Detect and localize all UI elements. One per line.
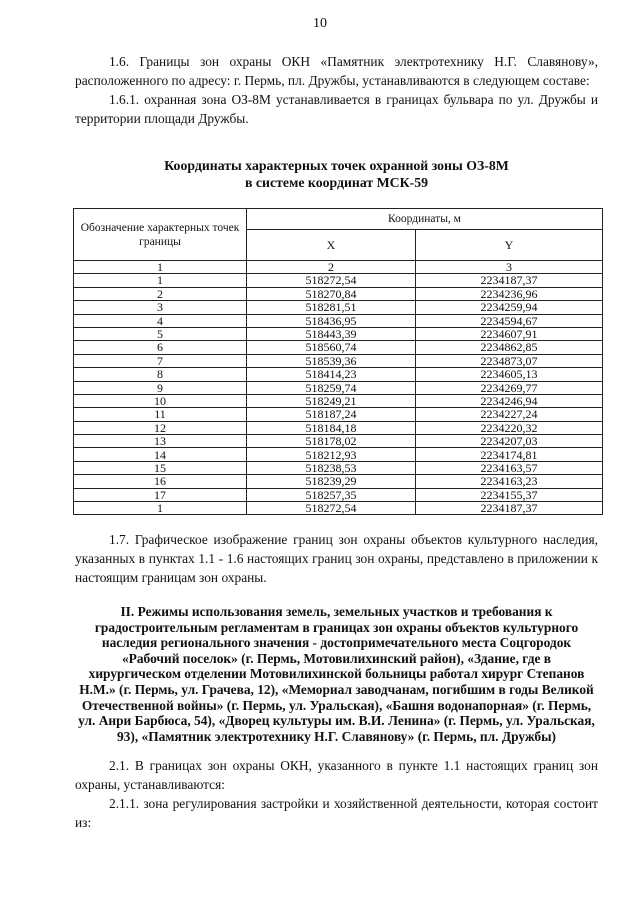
intro-section (75, 52, 598, 128)
y-cell: 2234862,85 (415, 341, 602, 354)
page-number: 10 (313, 16, 327, 31)
y-cell: 2234187,37 (415, 274, 602, 287)
table-title-line-2: в системе координат МСК-59 (244, 175, 429, 190)
point-cell: 1 (74, 502, 247, 515)
x-cell: 518281,51 (247, 301, 416, 314)
y-cell: 2234220,32 (415, 421, 602, 434)
paragraph-1-6-1: 1.6.1. охранная зона ОЗ-8М устанавливается в границах бульвара по ул. Дружбы и территории площади Дружбы. (75, 92, 598, 126)
paragraph-1-7-block (75, 530, 598, 587)
paragraph-1-6: 1.6. Границы зон охраны ОКН «Памятник электротехнику Н.Г. Славянову», расположенного по адресу: г. Пермь, пл. Дружбы, устанавливаются в следующем составе: (75, 54, 598, 88)
table-row (74, 354, 603, 367)
x-cell: 518539,36 (247, 354, 416, 367)
x-cell: 518443,39 (247, 327, 416, 340)
table-row (74, 448, 603, 461)
x-cell: 518212,93 (247, 448, 416, 461)
header-coordinates: Координаты, м (247, 209, 603, 230)
y-cell: 2234187,37 (415, 502, 602, 515)
y-cell: 2234155,37 (415, 488, 602, 501)
point-cell: 16 (74, 475, 247, 488)
table-row (74, 421, 603, 434)
table-row (74, 301, 603, 314)
point-cell: 9 (74, 381, 247, 394)
point-cell: 4 (74, 314, 247, 327)
table-row (74, 408, 603, 421)
x-cell: 518272,54 (247, 274, 416, 287)
y-cell: 2234227,24 (415, 408, 602, 421)
y-cell: 2234594,67 (415, 314, 602, 327)
coordinates-table (73, 208, 603, 515)
table-row (74, 394, 603, 407)
y-cell: 2234873,07 (415, 354, 602, 367)
table-row (74, 488, 603, 501)
point-cell: 15 (74, 461, 247, 474)
x-cell: 518270,84 (247, 287, 416, 300)
point-cell: 7 (74, 354, 247, 367)
table-title (75, 157, 598, 191)
x-cell: 518414,23 (247, 368, 416, 381)
header-point-label: Обозначение характерных точек границы (74, 209, 247, 261)
table-row (74, 274, 603, 287)
y-cell: 2234246,94 (415, 394, 602, 407)
point-cell: 13 (74, 435, 247, 448)
paragraph-2-1-1: 2.1.1. зона регулирования застройки и хозяйственной деятельности, которая состоит из: (75, 796, 598, 830)
table-row (74, 314, 603, 327)
x-cell: 518259,74 (247, 381, 416, 394)
table-row (74, 368, 603, 381)
paragraph-2-1: 2.1. В границах зон охраны ОКН, указанного в пункте 1.1 настоящих границ зон охраны, устанавливаются: (75, 758, 598, 792)
x-cell: 518239,29 (247, 475, 416, 488)
y-cell: 2234207,03 (415, 435, 602, 448)
y-cell: 2234259,94 (415, 301, 602, 314)
y-cell: 2234163,57 (415, 461, 602, 474)
y-cell: 2234163,23 (415, 475, 602, 488)
table-row (74, 435, 603, 448)
point-cell: 3 (74, 301, 247, 314)
table-row (74, 341, 603, 354)
point-cell: 17 (74, 488, 247, 501)
point-cell: 11 (74, 408, 247, 421)
point-cell: 14 (74, 448, 247, 461)
x-cell: 518184,18 (247, 421, 416, 434)
index-cell: 3 (415, 261, 602, 274)
table-row (74, 287, 603, 300)
section-2-body (75, 756, 598, 832)
y-cell: 2234269,77 (415, 381, 602, 394)
point-cell: 5 (74, 327, 247, 340)
x-cell: 518560,74 (247, 341, 416, 354)
point-cell: 8 (74, 368, 247, 381)
point-cell: 2 (74, 287, 247, 300)
y-cell: 2234174,81 (415, 448, 602, 461)
table-row (74, 475, 603, 488)
point-cell: 10 (74, 394, 247, 407)
index-cell: 1 (74, 261, 247, 274)
table-row (74, 381, 603, 394)
section-2-title: II. Режимы использования земель, земельных участков и требования к градостроительным регламентам в границах зон охраны объектов культурного наследия регионального значения - достопримечательного места Соцгородок «Рабочий поселок» (г. Пермь, Мотовилихинский район), «Здание, где в хирургическом отделении Мотовилихинской больницы работал хирург Степанов Н.М.» (г. Пермь, ул. Грачева, 12), «Мемориал заводчанам, погибшим в годы Великой Отечественной войны» (г. Пермь, ул. Уральская), «Башня водонапорная» (г. Пермь, ул. Анри Барбюса, 54), «Дворец культуры им. В.И. Ленина» (г. Пермь, ул. Уральская, 93), «Памятник электротехнику Н.Г. Славянову» (г. Пермь, пл. Дружбы) (78, 604, 595, 744)
x-cell: 518178,02 (247, 435, 416, 448)
header-x: X (247, 230, 416, 261)
x-cell: 518249,21 (247, 394, 416, 407)
table-row (74, 461, 603, 474)
y-cell: 2234605,13 (415, 368, 602, 381)
x-cell: 518257,35 (247, 488, 416, 501)
point-cell: 6 (74, 341, 247, 354)
x-cell: 518238,53 (247, 461, 416, 474)
point-cell: 1 (74, 274, 247, 287)
table-title-line-1: Координаты характерных точек охранной зоны ОЗ-8М (164, 158, 509, 173)
y-cell: 2234236,96 (415, 287, 602, 300)
paragraph-1-7: 1.7. Графическое изображение границ зон охраны объектов культурного наследия, указанных в пунктах 1.1 - 1.6 настоящих границ зон охраны, представлено в приложении к настоящим границам зон охраны. (75, 532, 598, 585)
y-cell: 2234607,91 (415, 327, 602, 340)
table-row (74, 502, 603, 515)
header-y: Y (415, 230, 602, 261)
x-cell: 518187,24 (247, 408, 416, 421)
x-cell: 518436,95 (247, 314, 416, 327)
table-row (74, 327, 603, 340)
point-cell: 12 (74, 421, 247, 434)
table-index-row (74, 261, 603, 274)
index-cell: 2 (247, 261, 416, 274)
x-cell: 518272,54 (247, 502, 416, 515)
